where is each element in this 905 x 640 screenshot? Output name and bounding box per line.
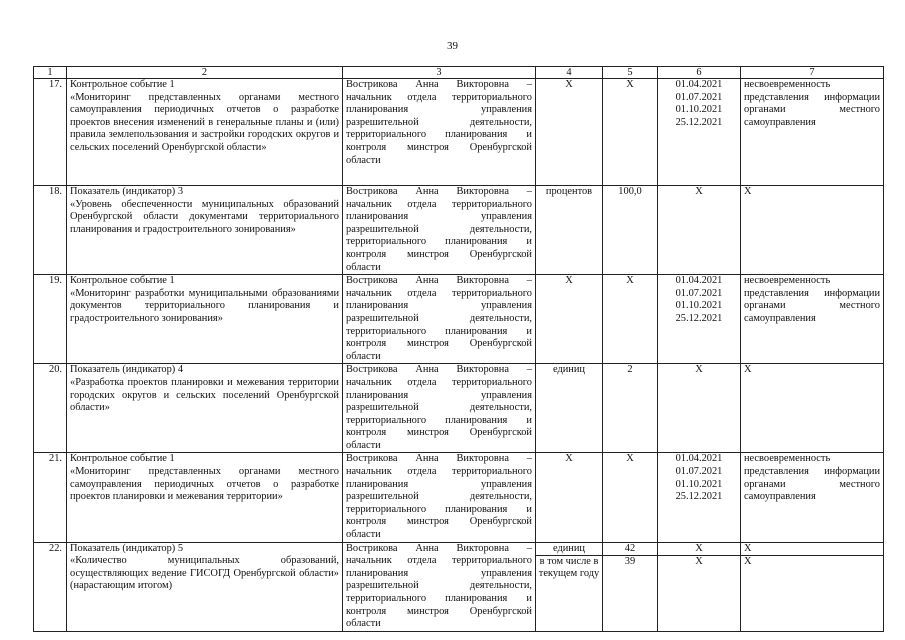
row-dates [658, 275, 741, 364]
date-top: X [658, 543, 740, 556]
unit-bottom: в том числе в текущем году [538, 555, 600, 580]
header-row [34, 67, 884, 79]
row-value: X [603, 453, 658, 542]
row-responsible: Вострикова Анна Викторовна – начальник отдела территориального планирования управления разрешительной деятельности, территориального планирования и контроля минстроя Оренбургской области [343, 186, 536, 275]
row-title: Показатель (индикатор) 3 [70, 186, 184, 197]
note-bottom: X [744, 555, 752, 567]
row-description-cell [67, 186, 343, 275]
row-responsible: Вострикова Анна Викторовна – начальник отдела территориального планирования управления разрешительной деятельности, территориального планирования и контроля минстроя Оренбургской области [343, 453, 536, 542]
row-title: Контрольное событие 1 [70, 275, 175, 287]
row-value: 2 [603, 364, 658, 453]
row-note [741, 542, 884, 631]
row-note: несвоевременность представления информации органами местного самоуправления [741, 79, 884, 186]
date-item: 01.07.2021 [675, 91, 723, 103]
date-bottom: X [695, 555, 703, 567]
row-description-cell [67, 453, 343, 542]
row-description-cell [67, 275, 343, 364]
row-responsible: Вострикова Анна Викторовна – начальник отдела территориального планирования управления разрешительной деятельности, территориального планирования и контроля минстроя Оренбургской области [343, 364, 536, 453]
date-item: 01.07.2021 [675, 466, 723, 478]
row-dates [658, 79, 741, 186]
row-note: несвоевременность представления информации органами местного самоуправления [741, 275, 884, 364]
row-responsible: Вострикова Анна Викторовна – начальник отдела территориального планирования управления разрешительной деятельности, территориального планирования и контроля минстроя Оренбургской области [343, 542, 536, 631]
row-description: «Мониторинг разработки муниципальными образованиями документов территориального планирования и градостроительного зонирования» [70, 287, 339, 324]
row-responsible: Вострикова Анна Викторовна – начальник отдела территориального планирования управления разрешительной деятельности, территориального планирования и контроля минстроя Оренбургской области [343, 79, 536, 186]
row-title: Контрольное событие 1 [70, 79, 175, 90]
date-item: 01.10.2021 [675, 300, 723, 312]
row-description-cell [67, 542, 343, 631]
row-value: X [603, 275, 658, 364]
row-description: «Мониторинг представленных органами местного самоуправления периодичных отчетов о разработке проектов планировки и межевания территории» [70, 466, 339, 503]
table-row [34, 275, 884, 364]
report-table [33, 66, 884, 632]
row-number: 18. [34, 186, 67, 275]
row-value: 100,0 [603, 186, 658, 275]
row-title: Показатель (индикатор) 5 [70, 542, 184, 554]
row-description-cell [67, 79, 343, 186]
page-number: 39 [447, 40, 458, 52]
table-row [34, 186, 884, 275]
row-number: 21. [34, 453, 67, 542]
header-col-2: 2 [67, 67, 343, 79]
row-value: X [603, 79, 658, 186]
row-unit [536, 542, 603, 631]
header-col-3: 3 [343, 67, 536, 79]
row-dates [658, 453, 741, 542]
unit-top: единиц [536, 543, 602, 556]
header-col-1: 1 [34, 67, 67, 79]
row-unit: процентов [536, 186, 603, 275]
row-unit: X [536, 453, 603, 542]
note-top: X [741, 543, 883, 556]
row-note: несвоевременность представления информации органами местного самоуправления [741, 453, 884, 542]
row-description: «Количество муниципальных образований, осуществляющих ведение ГИСОГД Оренбургской области» (нарастающим итогом) [70, 555, 339, 592]
row-note: X [741, 364, 884, 453]
row-dates [658, 186, 741, 275]
row-number: 17. [34, 79, 67, 186]
header-col-7: 7 [741, 67, 884, 79]
header-col-6: 6 [658, 67, 741, 79]
date-item: 25.12.2021 [675, 116, 723, 128]
date-item: 01.10.2021 [675, 104, 723, 116]
row-unit: X [536, 275, 603, 364]
row-description: «Разработка проектов планировки и межевания территории городских округов и сельских поселений Оренбургской области» [70, 376, 339, 414]
date-item: 01.04.2021 [675, 453, 723, 465]
row-unit: X [536, 79, 603, 186]
row-number: 19. [34, 275, 67, 364]
date-item: 01.04.2021 [675, 79, 723, 90]
date-item: 01.10.2021 [675, 478, 723, 490]
row-note: X [741, 186, 884, 275]
header-col-5: 5 [603, 67, 658, 79]
date-item: X [695, 186, 703, 197]
row-dates [658, 542, 741, 631]
row-description: «Уровень обеспеченности муниципальных образований Оренбургской области документами территориального планирования и градостроительного зонирования» [70, 198, 339, 235]
table-row [34, 542, 884, 631]
date-item: 25.12.2021 [675, 491, 723, 503]
date-item: 01.07.2021 [675, 287, 723, 299]
row-description: «Мониторинг представленных органами местного самоуправления периодичных отчетов о разработке проектов внесения изменений в генеральные планы и (или) правила землепользования и застройки городских округов и сельских поселений Оренбургской области» [70, 91, 339, 153]
date-item: 25.12.2021 [675, 312, 723, 324]
row-responsible: Вострикова Анна Викторовна – начальник отдела территориального планирования управления разрешительной деятельности, территориального планирования и контроля минстроя Оренбургской области [343, 275, 536, 364]
row-unit: единиц [536, 364, 603, 453]
date-item: 01.04.2021 [675, 275, 723, 287]
row-dates [658, 364, 741, 453]
row-value [603, 542, 658, 631]
row-number: 20. [34, 364, 67, 453]
row-number: 22. [34, 542, 67, 631]
row-title: Показатель (индикатор) 4 [70, 364, 184, 376]
row-title: Контрольное событие 1 [70, 453, 175, 465]
row-description-cell [67, 364, 343, 453]
header-col-4: 4 [536, 67, 603, 79]
table-row [34, 79, 884, 186]
value-top: 42 [603, 543, 657, 556]
date-item: X [695, 364, 703, 376]
table-row [34, 453, 884, 542]
table-row [34, 364, 884, 453]
value-bottom: 39 [624, 555, 636, 567]
